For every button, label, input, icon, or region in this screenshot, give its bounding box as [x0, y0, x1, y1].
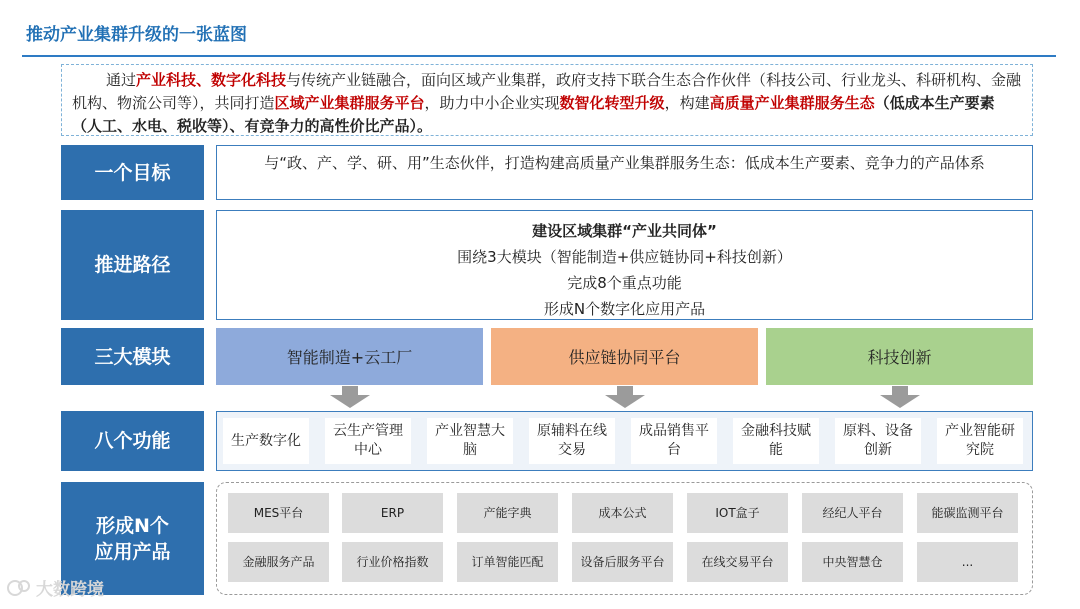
page-title: 推动产业集群升级的一张蓝图 — [26, 25, 247, 45]
module-smart-manufacturing: 智能制造+云工厂 — [216, 328, 483, 385]
intro-highlight-4: 高质量产业集群服务生态 — [709, 94, 875, 112]
label-products-line-1: 形成N个 — [96, 514, 169, 537]
intro-text-2: 与传统产业链融合，面向区域产业集群，政府支持下联合生态合作伙伴（科技公司、行业龙头、科研机构、金融机构、物流公司等），共同打造 — [72, 71, 1022, 112]
product-item: 在线交易平台 — [687, 542, 788, 582]
goal-text: 与“政、产、学、研、用”生态伙伴，打造构建高质量产业集群服务生态：低成本生产要素、竞争力的产品体系 — [264, 154, 985, 172]
label-products-line-2: 应用产品 — [94, 540, 171, 563]
product-item: 行业价格指数 — [342, 542, 443, 582]
product-item: 设备后服务平台 — [572, 542, 673, 582]
intro-text-3: ，助力中小企业实现 — [424, 94, 560, 112]
product-item: IOT盒子 — [687, 493, 788, 533]
watermark — [6, 575, 104, 600]
product-item: 产能字典 — [457, 493, 558, 533]
intro-text-1: 通过 — [106, 71, 137, 89]
path-line-1: 建设区域集群“产业共同体” — [532, 222, 717, 240]
product-item: 订单智能匹配 — [457, 542, 558, 582]
intro-bold-1: （低成本生产要素（人工、水电、税收等）、有竞争力的高性价比产品）。 — [72, 94, 995, 135]
module-supply-chain: 供应链协同平台 — [491, 328, 758, 385]
function-item: 金融科技赋能 — [733, 418, 819, 464]
product-item: 能碳监测平台 — [917, 493, 1018, 533]
function-item: 产业智能研究院 — [937, 418, 1023, 464]
function-item: 云生产管理中心 — [325, 418, 411, 464]
intro-highlight-3: 数智化转型升级 — [559, 94, 665, 112]
down-arrow-icon — [605, 386, 645, 408]
product-item: ERP — [342, 493, 443, 533]
module-tech-innovation: 科技创新 — [766, 328, 1033, 385]
product-item: 中央智慧仓 — [802, 542, 903, 582]
intro-text-4: ，构建 — [664, 94, 710, 112]
path-line-2: 围绕3大模块（智能制造+供应链协同+科技创新） — [457, 248, 792, 266]
down-arrow-icon — [330, 386, 370, 408]
function-item: 原料、设备创新 — [835, 418, 921, 464]
function-item: 生产数字化 — [223, 418, 309, 464]
label-modules: 三大模块 — [61, 328, 204, 385]
down-arrow-icon — [880, 386, 920, 408]
path-box — [216, 210, 1033, 320]
product-item: ... — [917, 542, 1018, 582]
product-item: MES平台 — [228, 493, 329, 533]
product-item: 金融服务产品 — [228, 542, 329, 582]
intro-highlight-1: 产业科技、数字化科技 — [136, 71, 287, 89]
intro-highlight-2: 区域产业集群服务平台 — [274, 94, 425, 112]
function-item: 产业智慧大脑 — [427, 418, 513, 464]
path-line-4: 形成N个数字化应用产品 — [543, 300, 706, 318]
label-path: 推进路径 — [61, 210, 204, 320]
function-item: 原辅料在线交易 — [529, 418, 615, 464]
label-goal: 一个目标 — [61, 145, 204, 200]
path-line-3: 完成8个重点功能 — [567, 274, 682, 292]
goal-box — [216, 145, 1033, 200]
intro-paragraph — [61, 64, 1033, 136]
product-item: 成本公式 — [572, 493, 673, 533]
function-item: 成品销售平台 — [631, 418, 717, 464]
watermark-text: 大数跨境 — [36, 580, 104, 600]
watermark-logo-icon — [6, 577, 32, 599]
title-divider — [22, 55, 1056, 57]
label-functions: 八个功能 — [61, 411, 204, 471]
product-item: 经纪人平台 — [802, 493, 903, 533]
